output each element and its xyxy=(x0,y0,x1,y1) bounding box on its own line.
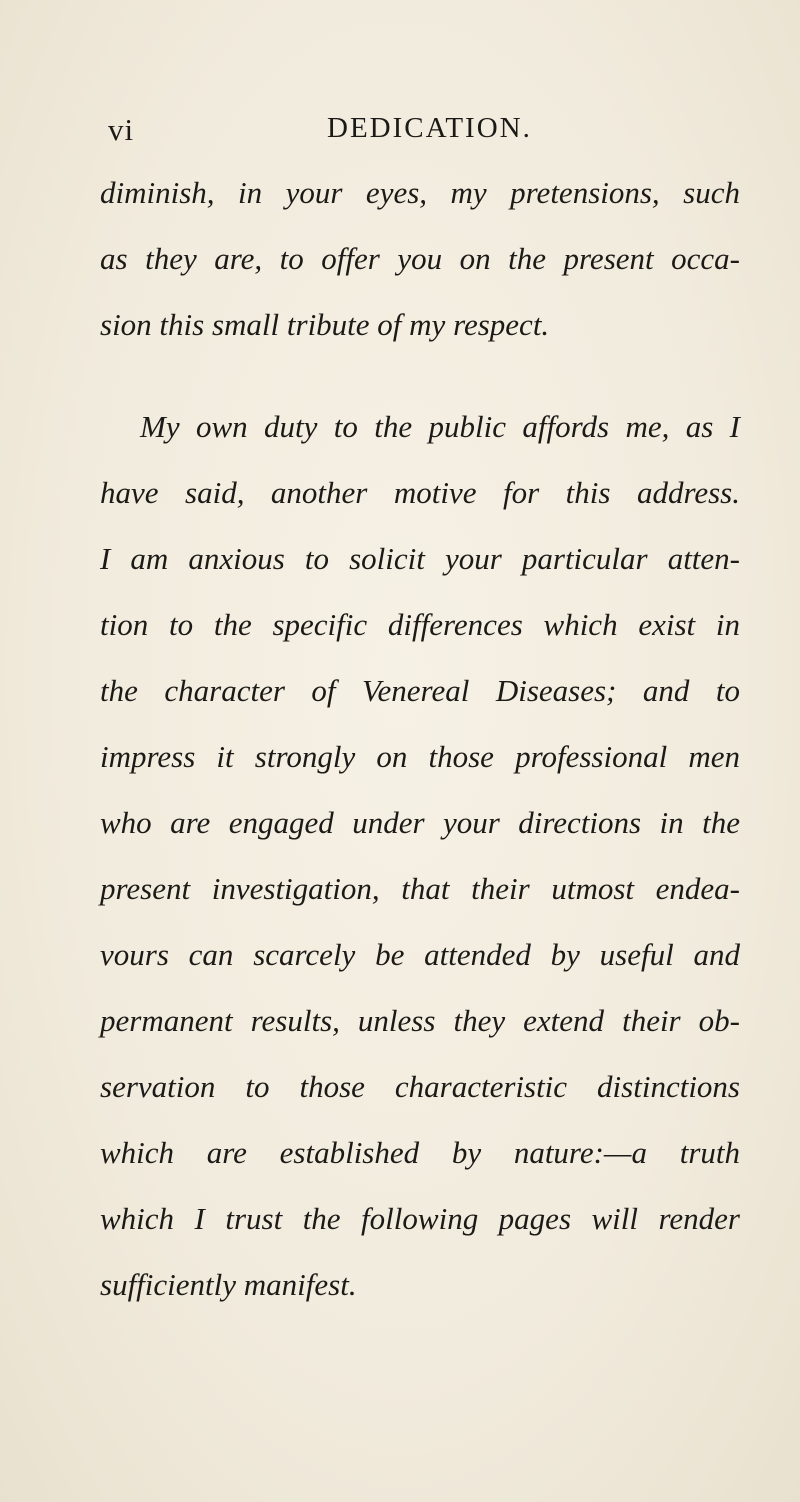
body-text xyxy=(100,160,740,1318)
text-line: I am anxious to solicit your particular atten- xyxy=(100,541,740,576)
text-line: impress it strongly on those professional men xyxy=(100,739,740,774)
text-line: present investigation, that their utmost endea- xyxy=(100,871,740,906)
text-line: who are engaged under your directions in the xyxy=(100,805,740,840)
paragraph-2 xyxy=(100,394,740,1318)
text-line: which I trust the following pages will render xyxy=(100,1201,740,1236)
text-line: have said, another motive for this address. xyxy=(100,475,740,510)
text-line: permanent results, unless they extend their ob- xyxy=(100,1003,740,1038)
paragraph-gap xyxy=(100,358,740,394)
page-number: vi xyxy=(108,112,135,147)
text-line: servation to those characteristic distinctions xyxy=(100,1069,740,1104)
text-line: diminish, in your eyes, my pretensions, such xyxy=(100,175,740,210)
text-line: My own duty to the public affords me, as I xyxy=(140,409,740,444)
text-line: as they are, to offer you on the present occa- xyxy=(100,241,740,276)
text-line: sion this small tribute of my respect. xyxy=(100,307,550,342)
page-header xyxy=(0,112,800,152)
text-line: sufficiently manifest. xyxy=(100,1267,357,1302)
text-line: the character of Venereal Diseases; and to xyxy=(100,673,740,708)
running-head: DEDICATION. xyxy=(327,112,532,144)
text-line: which are established by nature:—a truth xyxy=(100,1135,740,1170)
text-line: vours can scarcely be attended by useful and xyxy=(100,937,740,972)
paragraph-1 xyxy=(100,160,740,358)
text-line: tion to the specific differences which exist in xyxy=(100,607,740,642)
